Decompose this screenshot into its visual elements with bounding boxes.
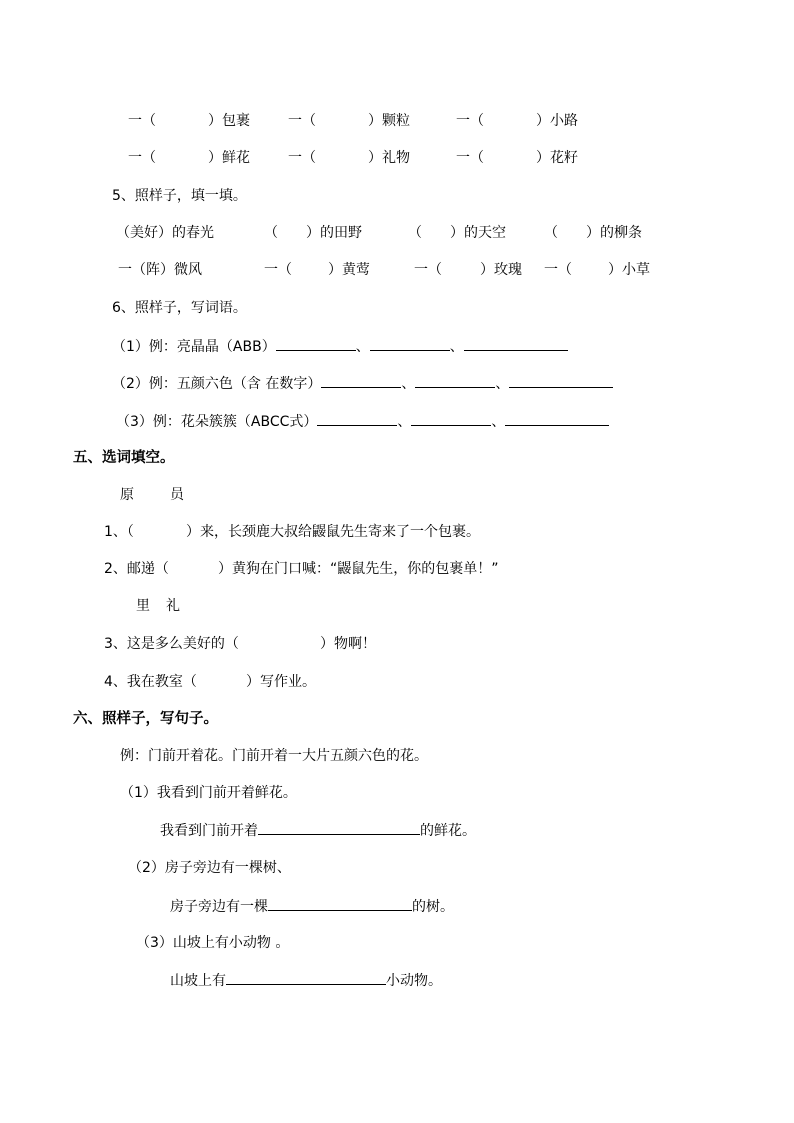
sentence-answer-3 bbox=[170, 970, 442, 990]
word: ）花籽 bbox=[536, 150, 578, 166]
blank-prefix: 一（ bbox=[288, 150, 316, 166]
item-label: （3）例：花朵簇簇（ABCC式） bbox=[116, 414, 318, 430]
example-sentence: 例：门前开着花。门前开着一大片五颜六色的花。 bbox=[120, 748, 428, 764]
q6-item-1 bbox=[112, 336, 568, 356]
blank-prefix: 一（ bbox=[128, 150, 156, 166]
question-6-title: 6、照样子，写词语。 bbox=[112, 300, 247, 316]
phrase: ）小草 bbox=[608, 262, 650, 278]
answer-line[interactable] bbox=[464, 336, 568, 351]
fill-sentence: ）来，长颈鹿大叔给鼹鼠先生寄来了一个包裹。 bbox=[186, 524, 480, 540]
separator: 、 bbox=[449, 339, 464, 355]
section-6-heading: 六、照样子，写句子。 bbox=[73, 711, 218, 727]
phrase: ）黄莺 bbox=[328, 262, 370, 278]
phrase: ）玫瑰 bbox=[480, 262, 522, 278]
blank-prefix: 一（ bbox=[544, 262, 572, 278]
answer-line[interactable] bbox=[317, 411, 397, 426]
paren-open: （ bbox=[264, 225, 278, 241]
answer-line[interactable] bbox=[505, 411, 609, 426]
example-phrase: 一（阵）微风 bbox=[118, 262, 202, 278]
blank-prefix: 一（ bbox=[128, 113, 156, 129]
separator: 、 bbox=[495, 376, 510, 392]
answer-line[interactable] bbox=[226, 970, 386, 985]
word-option: 礼 bbox=[166, 598, 180, 614]
sentence-question: （1）我看到门前开着鲜花。 bbox=[120, 785, 297, 801]
fill-sentence: ）物啊！ bbox=[320, 636, 376, 652]
separator: 、 bbox=[355, 339, 370, 355]
answer-suffix: 小动物。 bbox=[386, 973, 442, 989]
fill-prefix: 1、（ bbox=[104, 524, 134, 540]
sentence-question: （3）山坡上有小动物 。 bbox=[136, 935, 290, 951]
word-option: 员 bbox=[170, 487, 184, 503]
word: ）包裹 bbox=[208, 113, 250, 129]
item-label: （1）例：亮晶晶（ABB） bbox=[112, 339, 276, 355]
item-label: （2）例：五颜六色（含 在数字） bbox=[112, 376, 322, 392]
phrase: ）的天空 bbox=[450, 225, 506, 241]
answer-suffix: 的树。 bbox=[412, 899, 454, 915]
paren-open: （ bbox=[544, 225, 558, 241]
phrase: ）的田野 bbox=[306, 225, 362, 241]
fill-prefix: 4、我在教室（ bbox=[104, 674, 197, 690]
word-option: 里 bbox=[136, 598, 150, 614]
answer-line[interactable] bbox=[509, 373, 613, 388]
sentence-question: （2）房子旁边有一棵树、 bbox=[128, 860, 291, 876]
blank-prefix: 一（ bbox=[456, 150, 484, 166]
blank-prefix: 一（ bbox=[414, 262, 442, 278]
answer-line[interactable] bbox=[370, 336, 450, 351]
answer-prefix: 房子旁边有一棵 bbox=[170, 899, 268, 915]
separator: 、 bbox=[397, 414, 412, 430]
answer-line[interactable] bbox=[321, 373, 401, 388]
answer-line[interactable] bbox=[415, 373, 495, 388]
answer-line[interactable] bbox=[268, 896, 412, 911]
section-5-heading: 五、选词填空。 bbox=[73, 450, 175, 466]
blank-prefix: 一（ bbox=[456, 113, 484, 129]
fill-prefix: 2、邮递（ bbox=[104, 561, 169, 577]
q6-item-3 bbox=[116, 411, 609, 431]
fill-sentence: ）写作业。 bbox=[246, 674, 316, 690]
example-phrase: （美好）的春光 bbox=[116, 225, 214, 241]
blank-prefix: 一（ bbox=[288, 113, 316, 129]
answer-line[interactable] bbox=[258, 820, 420, 835]
question-5-title: 5、照样子，填一填。 bbox=[112, 188, 247, 204]
answer-suffix: 的鲜花。 bbox=[420, 823, 476, 839]
phrase: ）的柳条 bbox=[586, 225, 642, 241]
word: ）礼物 bbox=[368, 150, 410, 166]
answer-prefix: 我看到门前开着 bbox=[160, 823, 258, 839]
word-option: 原 bbox=[120, 487, 134, 503]
answer-line[interactable] bbox=[276, 336, 356, 351]
q6-item-2 bbox=[112, 373, 613, 393]
blank-prefix: 一（ bbox=[264, 262, 292, 278]
paren-open: （ bbox=[408, 225, 422, 241]
word: ）颗粒 bbox=[368, 113, 410, 129]
fill-sentence: ）黄狗在门口喊：“鼹鼠先生，你的包裹单！” bbox=[218, 561, 499, 577]
sentence-answer-2 bbox=[170, 896, 454, 916]
answer-line[interactable] bbox=[411, 411, 491, 426]
word: ）小路 bbox=[536, 113, 578, 129]
answer-prefix: 山坡上有 bbox=[170, 973, 226, 989]
word: ）鲜花 bbox=[208, 150, 250, 166]
separator: 、 bbox=[491, 414, 506, 430]
sentence-answer-1 bbox=[160, 820, 476, 840]
separator: 、 bbox=[401, 376, 416, 392]
fill-prefix: 3、这是多么美好的（ bbox=[104, 636, 239, 652]
